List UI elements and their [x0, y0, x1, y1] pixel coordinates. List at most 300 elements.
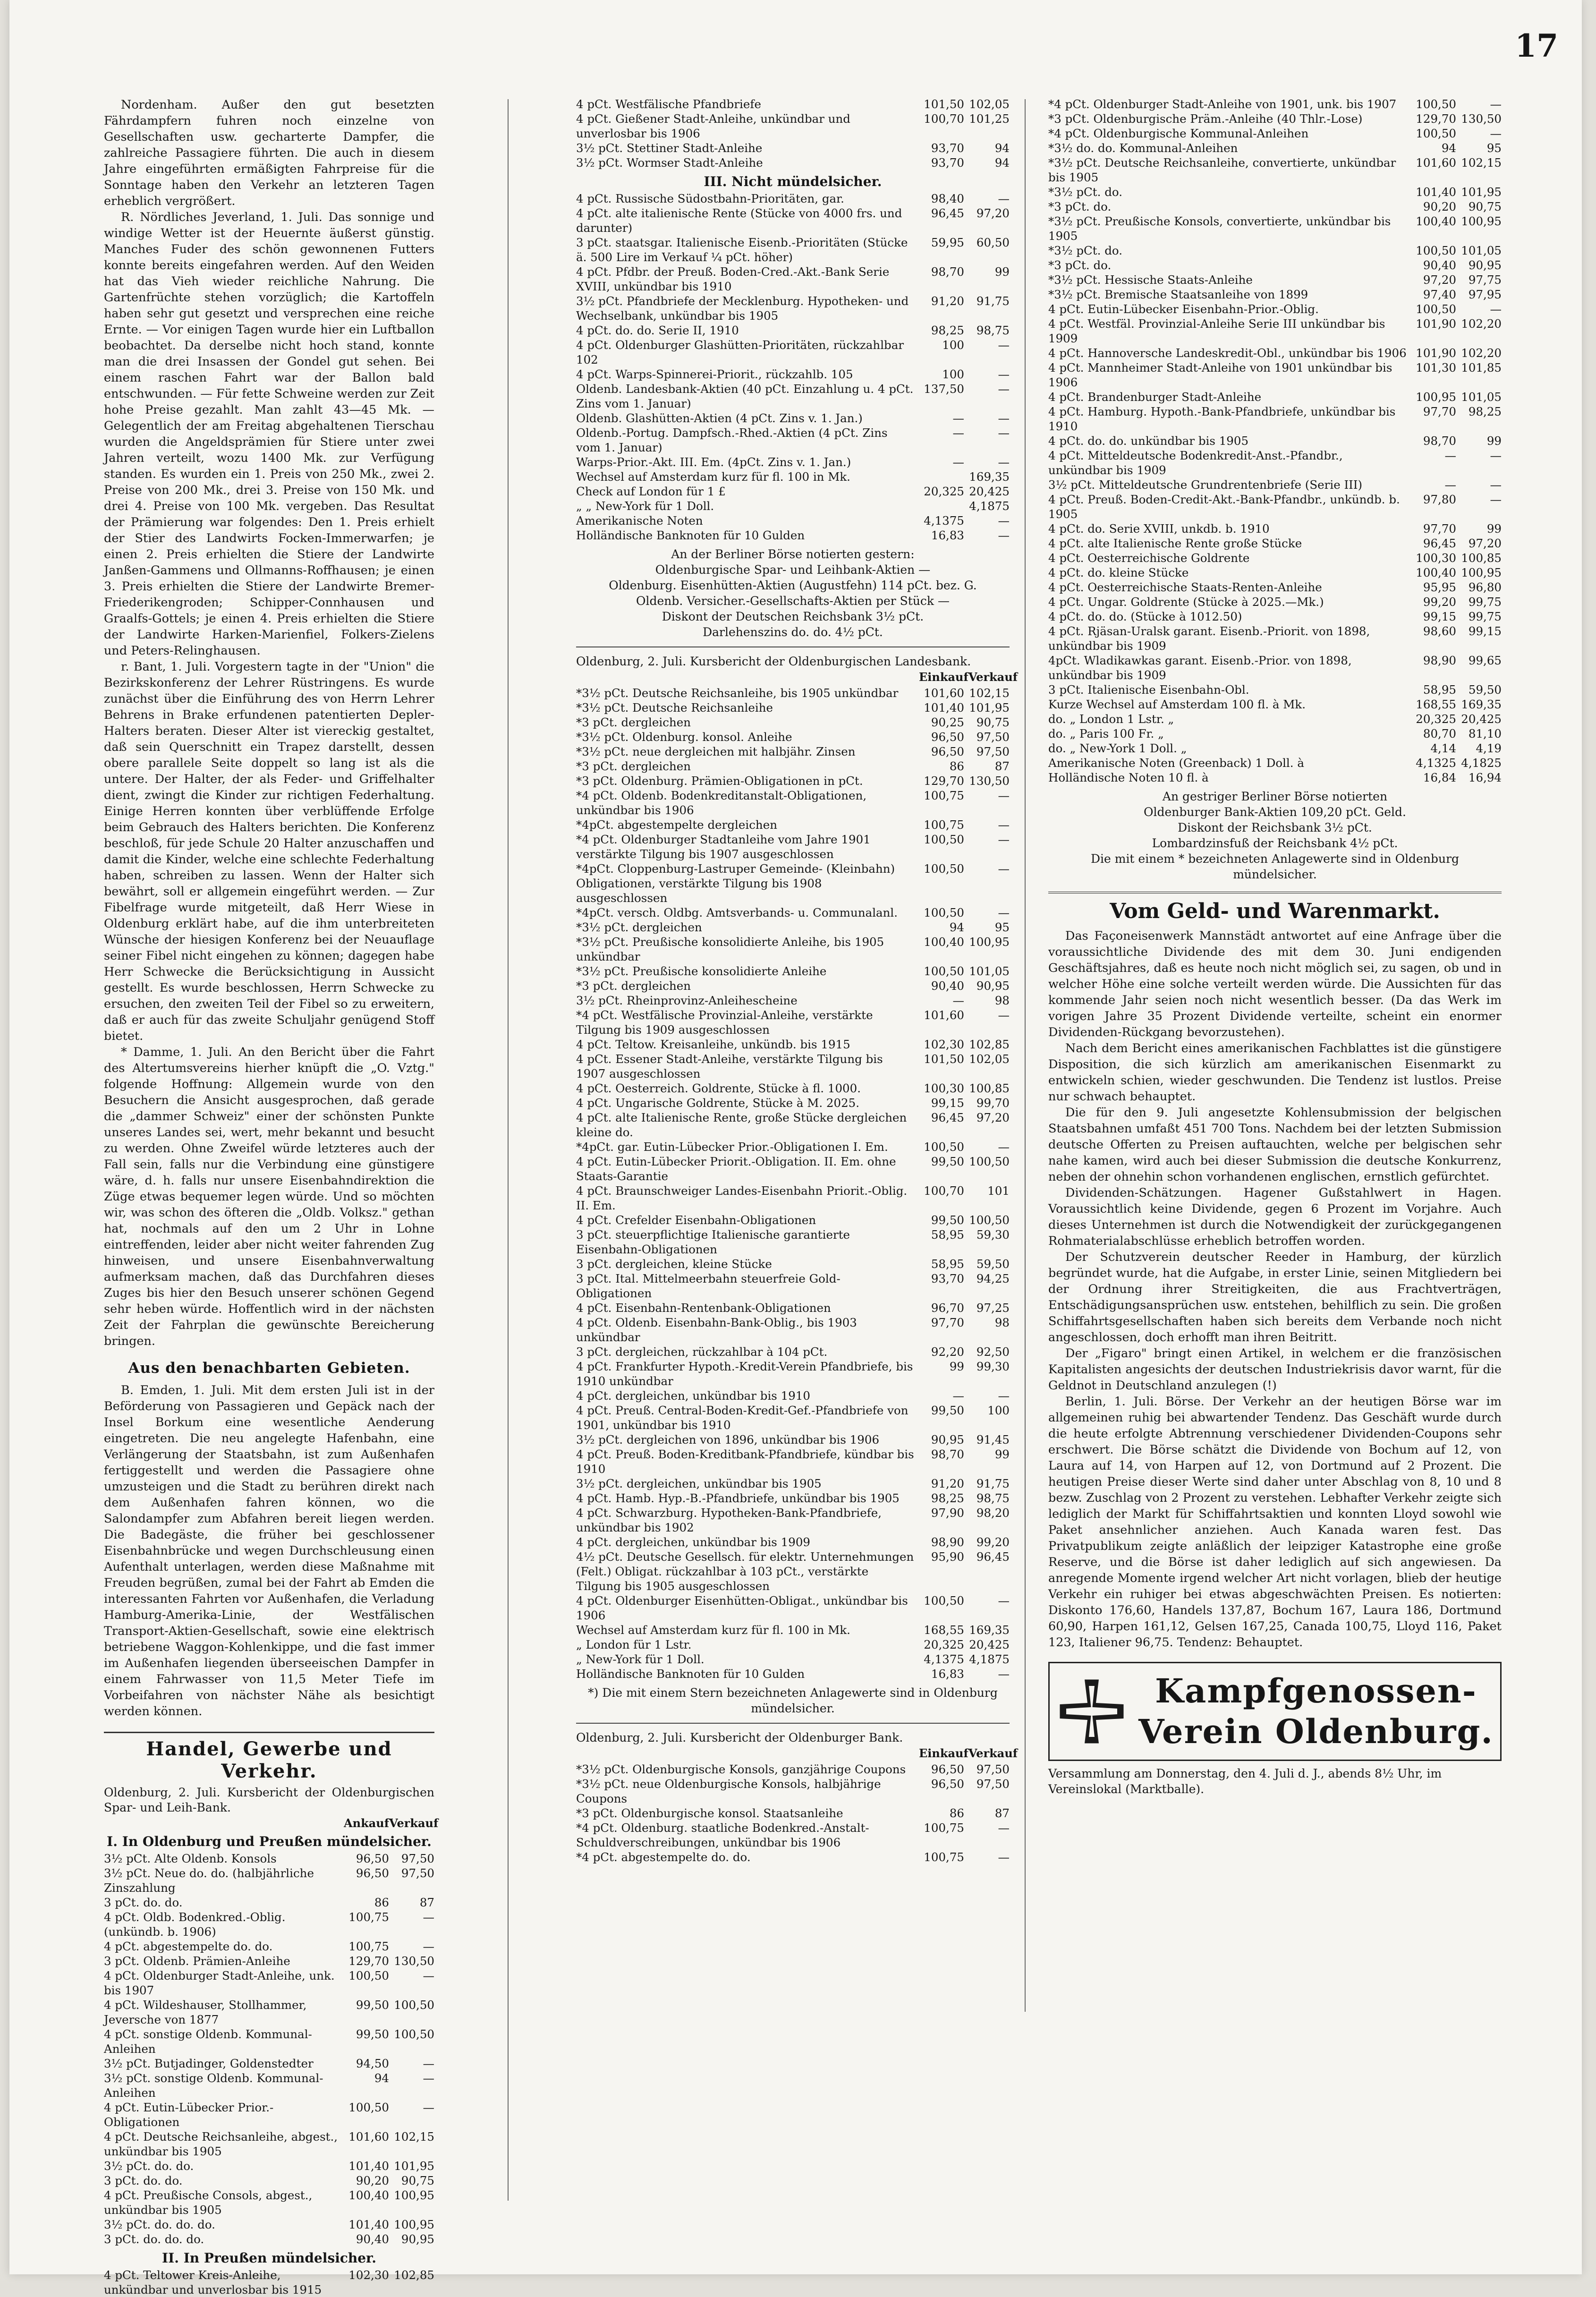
- buy-price: —: [952, 426, 964, 440]
- security-name: *3 pCt. Oldenburgische konsol. Staatsanleihe: [576, 1806, 843, 1820]
- sell-price: 97,50: [976, 730, 1010, 744]
- market-paragraph: Die für den 9. Juli angesetzte Kohlensubmission der belgischen Staatsbahnen umfaßt 451 700 Tons. Nachdem bei der letzten Submission deutsche Offerten zu Preisen auftauchten, welche per belgischen sehr nahe kamen, wird auch bei dieser Submission die deutsche Konkurrenz, neben der ohnehin schon vorhandenen englischen, ernstlich gefürchtet.: [1048, 1106, 1502, 1184]
- security-name: Holländische Banknoten für 10 Gulden: [576, 528, 805, 542]
- quote-row: [576, 832, 1010, 861]
- buy-price: [919, 469, 964, 484]
- sell-price: 98,25: [1468, 405, 1502, 418]
- security-name: *3 pCt. do.: [1048, 200, 1112, 213]
- note-line: An der Berliner Börse notierten gestern:: [671, 547, 915, 561]
- sell-price: 4,1875: [969, 1652, 1010, 1666]
- buy-price: 96,45: [1423, 536, 1456, 550]
- buy-price: 99,50: [356, 2027, 389, 2041]
- sell-price: 97,95: [1468, 288, 1502, 301]
- quote-row: [576, 788, 1010, 817]
- security-name: 4 pCt. Eutin-Lübecker Prior.-Obligationen: [104, 2101, 274, 2129]
- sell-price: 4,1825: [1461, 756, 1502, 770]
- security-name: *4 pCt. Oldenb. Bodenkreditanstalt-Obligationen, unkündbar bis 1906: [576, 789, 867, 817]
- buy-price: 101,50: [924, 97, 964, 111]
- quote-row: [576, 141, 1010, 155]
- buy-price: 95,90: [931, 1550, 964, 1564]
- buy-price: 100,70: [924, 1184, 964, 1198]
- security-name: *3½ do. do. Kommunal-Anleihen: [1048, 141, 1238, 155]
- security-name: 4 pCt. Hannoversche Landeskredit-Obl., unkündbar bis 1906: [1048, 346, 1407, 360]
- section-heading-neighbor: Aus den benachbarten Gebieten.: [128, 1360, 410, 1377]
- security-name: 3½ pCt. dergleichen, unkündbar bis 1905: [576, 1477, 822, 1490]
- quote-row: [104, 1910, 434, 1939]
- quote-row: [576, 1667, 1010, 1681]
- security-name: „ „ New-York für 1 Doll.: [576, 499, 714, 513]
- quote-row: [104, 1968, 434, 1998]
- security-name: „ London für 1 Lstr.: [576, 1638, 692, 1651]
- quote-row: [576, 1806, 1010, 1821]
- security-name: 4 pCt. Russische Südostbahn-Prioritäten, gar.: [576, 192, 844, 205]
- quote-row: [104, 1866, 434, 1895]
- buy-price: 100,50: [1416, 97, 1456, 111]
- security-name: 3½ pCt. Stettiner Stadt-Anleihe: [576, 141, 763, 155]
- quote-row: [576, 111, 1010, 141]
- security-name: *3½ pCt. Oldenburg. konsol. Anleihe: [576, 730, 792, 744]
- security-name: 4 pCt. Ungarische Goldrente, Stücke à M. 2025.: [576, 1096, 860, 1110]
- buy-price: 100,50: [348, 2101, 389, 2114]
- note-line: Darlehenszins do. do. 4½ pCt.: [703, 625, 883, 639]
- buy-price: 90,25: [931, 715, 964, 729]
- sell-price: —: [998, 1821, 1010, 1835]
- sell-price: 100: [987, 1404, 1010, 1417]
- quote-row: [1048, 682, 1502, 697]
- quote-row: [1048, 199, 1502, 214]
- quote-row: [576, 817, 1010, 832]
- sell-price: 99: [994, 265, 1010, 279]
- divider: [576, 1723, 1010, 1724]
- quote-row: [1048, 111, 1502, 126]
- quote-row: [104, 2217, 434, 2232]
- sell-price: 97,50: [976, 745, 1010, 758]
- security-name: 3½ pCt. sonstige Oldenb. Kommunal-Anleihen: [104, 2071, 323, 2100]
- quote-row: [1048, 346, 1502, 360]
- security-name: 3 pCt. dergleichen, kleine Stücke: [576, 1257, 772, 1271]
- quote-row: [576, 905, 1010, 920]
- market-paragraph: Der „Figaro" bringt einen Artikel, in welchem er die französischen Kapitalisten angesichts der deutschen Industriekrisis davor warnt, für die Geldnot in Deutschland anzulegen (!): [1048, 1346, 1502, 1393]
- quote-row: [576, 97, 1010, 111]
- buy-price: 90,95: [931, 1433, 964, 1446]
- buy-price: 97,70: [1423, 522, 1456, 536]
- buy-price: —: [952, 1389, 964, 1403]
- quote-row: [1048, 126, 1502, 141]
- sell-price: —: [423, 1910, 434, 1924]
- security-name: 3 pCt. do. do. do.: [104, 2232, 204, 2246]
- security-name: 3 pCt. Oldenb. Prämien-Anleihe: [104, 1954, 290, 1968]
- quote-row: [1048, 624, 1502, 653]
- sell-price: 4,1875: [969, 499, 1010, 513]
- landesbank-intro: Oldenburg, 2. Juli. Kursbericht der Oldenburgischen Landesbank.: [576, 655, 971, 668]
- note-line: Oldenburg. Eisenhütten-Aktien (Augustfehn) 114 pCt. bez. G.: [609, 579, 977, 592]
- buy-price: 90,40: [1423, 258, 1456, 272]
- buy-price: 80,70: [1423, 727, 1456, 740]
- buy-price: 90,20: [356, 2174, 389, 2187]
- sell-price: 101,95: [394, 2159, 434, 2173]
- security-name: 4 pCt. Eisenbahn-Rentenbank-Obligationen: [576, 1301, 831, 1315]
- security-name: 3½ pCt. dergleichen von 1896, unkündbar bis 1906: [576, 1433, 880, 1446]
- quote-row: [1048, 302, 1502, 316]
- security-name: Holländische Banknoten für 10 Gulden: [576, 1667, 805, 1681]
- sell-price: 97,50: [401, 1866, 434, 1880]
- quote-row: [104, 2071, 434, 2100]
- column-three: [1048, 97, 1502, 2061]
- news-paragraph: Nordenham. Außer den gut besetzten Fährdampfern fuhren noch einzelne von Gesellschaften usw. gecharterte Dampfer, die zahlreiche Passagiere führten. Die auch in diesem Jahre eingeführten ermäßigten Fahrpreise für die Sonntage haben den Verkehr an letzteren Tagen erheblich vergrößert.: [104, 98, 434, 208]
- sell-price: 92,50: [976, 1345, 1010, 1359]
- security-name: *4 pCt. abgestempelte do. do.: [576, 1850, 751, 1864]
- quote-row: [576, 1506, 1010, 1535]
- sell-price: 81,10: [1468, 727, 1502, 740]
- quote-row: [1048, 214, 1502, 243]
- page-number: 17: [1515, 27, 1558, 64]
- security-name: *3 pCt. Oldenburgische Präm.-Anleihe (40 Thlr.-Lose): [1048, 112, 1363, 126]
- security-name: Wechsel auf Amsterdam kurz für fl. 100 in Mk.: [576, 1623, 850, 1637]
- quote-row: [576, 861, 1010, 905]
- sell-price: 97,20: [1468, 536, 1502, 550]
- column-divider: [508, 99, 509, 2201]
- buy-price: 99,50: [931, 1404, 964, 1417]
- security-name: *3 pCt. do.: [1048, 258, 1112, 272]
- sell-price: —: [1490, 449, 1502, 462]
- quote-row: [576, 1227, 1010, 1257]
- quote-row: [576, 700, 1010, 715]
- sell-price: 16,94: [1468, 771, 1502, 784]
- buy-price: 16,83: [931, 528, 964, 542]
- sell-price: —: [998, 1667, 1010, 1681]
- security-name: 3 pCt. steuerpflichtige Italienische garantierte Eisenbahn-Obligationen: [576, 1228, 850, 1256]
- security-name: 3½ pCt. Alte Oldenb. Konsols: [104, 1852, 277, 1865]
- sell-price: —: [1490, 493, 1502, 506]
- buy-price: 100,75: [924, 1821, 964, 1835]
- security-name: 4 pCt. Preuß. Boden-Kreditbank-Pfandbriefe, kündbar bis 1910: [576, 1447, 914, 1476]
- security-name: *4 pCt. Oldenburg. staatliche Bodenkred.-Anstalt-Schuldverschreibungen, unkündbar bis 1906: [576, 1821, 869, 1849]
- quote-row: [1048, 770, 1502, 785]
- sell-price: 90,75: [1468, 200, 1502, 213]
- sell-price: 98,20: [976, 1506, 1010, 1520]
- buy-price: 98,90: [1423, 654, 1456, 667]
- quote-row: [1048, 316, 1502, 346]
- buy-price: 101,50: [924, 1052, 964, 1066]
- buy-price: 100,75: [348, 1910, 389, 1924]
- security-name: 4 pCt. alte Italienische Rente große Stücke: [1048, 536, 1302, 550]
- security-name: *3 pCt. dergleichen: [576, 715, 691, 729]
- market-heading: Vom Geld- und Warenmarkt.: [1048, 892, 1502, 923]
- security-name: *3½ pCt. Deutsche Reichsanleihe, convertierte, unkündbar bis 1905: [1048, 156, 1396, 184]
- buy-price: 101,90: [1416, 317, 1456, 331]
- security-name: 4 pCt. dergleichen, unkündbar bis 1910: [576, 1389, 810, 1403]
- bank-intro: Oldenburg, 2. Juli. Kursbericht der Oldenburger Bank.: [576, 1731, 903, 1744]
- quote-row: [576, 425, 1010, 455]
- sell-price: 97,50: [976, 1777, 1010, 1791]
- security-name: 3½ pCt. Butjadinger, Goldenstedter: [104, 2057, 314, 2070]
- quote-table: [576, 191, 1010, 543]
- sell-price: 90,95: [401, 2232, 434, 2246]
- local-news: [104, 97, 434, 1349]
- sell-price: 101,25: [969, 112, 1010, 126]
- quote-row: [1048, 272, 1502, 287]
- quote-row: [576, 411, 1010, 425]
- quote-row: [576, 920, 1010, 935]
- buy-price: 101,40: [1416, 185, 1456, 199]
- buy-price: 97,70: [931, 1316, 964, 1329]
- security-name: *4pCt. abgestempelte dergleichen: [576, 818, 777, 832]
- quote-row: [104, 1939, 434, 1954]
- quote-row: [576, 935, 1010, 964]
- quote-row: [576, 759, 1010, 774]
- security-name: Oldenb. Glashütten-Aktien (4 pCt. Zins v. 1. Jan.): [576, 411, 863, 425]
- security-name: Warps-Prior.-Akt. III. Em. (4pCt. Zins v. 1. Jan.): [576, 455, 851, 469]
- sell-price: 4,19: [1476, 741, 1502, 755]
- buy-price: 96,50: [931, 1762, 964, 1776]
- buy-price: 129,70: [1416, 112, 1456, 126]
- security-name: *3 pCt. dergleichen: [576, 759, 691, 773]
- quote-row: [104, 1954, 434, 1968]
- buy-price: 92,20: [931, 1345, 964, 1359]
- buy-price: 100,75: [924, 1850, 964, 1864]
- buy-price: 96,45: [931, 1111, 964, 1124]
- security-name: 4 pCt. Oesterreichische Goldrente: [1048, 551, 1250, 565]
- quote-row: [576, 1549, 1010, 1593]
- sell-price: 99: [1486, 522, 1502, 536]
- note-line: Die mit einem * bezeichneten Anlagewerte sind in Oldenburg mündelsicher.: [1090, 852, 1460, 881]
- footnote: *) Die mit einem Stern bezeichneten Anlagewerte sind in Oldenburg mündelsicher.: [588, 1686, 998, 1715]
- security-name: *3½ pCt. Preußische Konsols, convertierte, unkündbar bis 1905: [1048, 214, 1391, 243]
- emden-article: [104, 1382, 434, 1719]
- buy-price: 100,50: [1416, 302, 1456, 316]
- quote-row: [104, 1895, 434, 1910]
- security-name: *3½ pCt. Preußische konsolidierte Anleihe: [576, 964, 827, 978]
- buy-price: 20,325: [924, 485, 964, 498]
- quote-row: [576, 1344, 1010, 1359]
- sell-price: 169,35: [1461, 698, 1502, 711]
- security-name: 4 pCt. Pfdbr. der Preuß. Boden-Cred.-Akt.-Bank Serie XVIII, unkündbar bis 1910: [576, 265, 890, 293]
- quote-row: [576, 1213, 1010, 1227]
- trade-intro: Oldenburg, 2. Juli. Kursbericht der Oldenburgischen Spar- und Leih-Bank.: [104, 1786, 434, 1814]
- security-name: 4pCt. Wladikawkas garant. Eisenb.-Prior. von 1898, unkündbar bis 1909: [1048, 654, 1352, 682]
- security-name: 3 pCt. staatsgar. Italienische Eisenb.-Prioritäten (Stücke ä. 500 Lire im Verkauf ¼ pCt. höher): [576, 236, 908, 264]
- buy-price: 100,75: [924, 789, 964, 802]
- news-paragraph: * Damme, 1. Juli. An den Bericht über die Fahrt des Altertumsvereins hierher knüpft die „O. Vztg." folgende Hoffnung: Allgemein wurde von den Besuchern die Ansicht ausgesprochen, daß gerade die „dammer Schweiz" einer der schönsten Punkte unseres Landes sei, wert, mehr bekannt und besucht zu werden. Ohne Zweifel würde letzteres auch der Fall sein, falls nur die Verbindung eine günstigere wäre, d. h. falls nur unsere Eisenbahndirektion die Züge etwas bequemer legen würde. Und so möchten wir, was schon des öfteren die „Oldb. Volksz." gethan hat, nochmals auf den um 2 Uhr in Lohne eintreffenden, leider aber nicht weiter fahrenden Zug hinweisen, und unsere Eisenbahnverwaltung aufmerksam machen, daß das Durchfahren dieses Zuges bis hier den Besuch unserer schönen Gegend sehr heben würde. Hoffentlich wird in der nächsten Zeit der Fahrplan die gewünschte Bereicherung bringen.: [104, 1045, 434, 1348]
- buy-price: 98,25: [931, 323, 964, 337]
- sell-price: 20,425: [1461, 712, 1502, 726]
- sell-price: 87: [994, 1806, 1010, 1820]
- security-name: *3 pCt. Oldenburg. Prämien-Obligationen in pCt.: [576, 774, 863, 788]
- sell-price: —: [998, 426, 1010, 440]
- sell-price: 97,50: [401, 1852, 434, 1865]
- security-name: 4 pCt. do. do. (Stücke à 1012.50): [1048, 610, 1242, 623]
- security-name: 4 pCt. Braunschweiger Landes-Eisenbahn Priorit.-Oblig. II. Em.: [576, 1184, 908, 1212]
- sell-price: —: [998, 1008, 1010, 1022]
- security-name: 4 pCt. Deutsche Reichsanleihe, abgest., unkündbar bis 1905: [104, 2130, 338, 2158]
- quote-row: [576, 469, 1010, 484]
- sell-price: —: [998, 1594, 1010, 1608]
- quote-row: [576, 1762, 1010, 1777]
- buy-price: 96,70: [931, 1301, 964, 1315]
- sell-price: —: [998, 367, 1010, 381]
- buy-price: —: [952, 411, 964, 425]
- quote-row: [1048, 609, 1502, 624]
- buy-price: 100,50: [924, 964, 964, 978]
- advertisement: [1048, 1662, 1502, 1761]
- sell-price: 95: [994, 920, 1010, 934]
- sell-price: —: [998, 789, 1010, 802]
- security-name: 3 pCt. do. do.: [104, 1896, 183, 1909]
- buy-price: 100,75: [348, 1940, 389, 1953]
- security-name: *3½ pCt. do.: [1048, 185, 1123, 199]
- buy-price: 101,60: [1416, 156, 1456, 170]
- quote-row: [576, 338, 1010, 367]
- quote-row: [576, 1777, 1010, 1806]
- buy-price: 100,40: [1416, 214, 1456, 228]
- sell-price: —: [1490, 478, 1502, 492]
- security-name: *4 pCt. Oldenburger Stadtanleihe vom Jahre 1901 verstärkte Tilgung bis 1907 ausgeschlossen: [576, 833, 871, 861]
- sell-price: 90,75: [976, 715, 1010, 729]
- sell-price: 97,50: [976, 1762, 1010, 1776]
- sell-price: 130,50: [1461, 112, 1502, 126]
- quote-row: [1048, 287, 1502, 302]
- quote-row: [1048, 155, 1502, 185]
- note-line: Diskont der Reichsbank 3½ pCt.: [1178, 821, 1372, 834]
- buy-label: Einkauf: [919, 1746, 968, 1760]
- buy-price: 98,70: [931, 265, 964, 279]
- quote-row: [576, 774, 1010, 788]
- security-name: 4 pCt. Gießener Stadt-Anleihe, unkündbar und unverlosbar bis 1906: [576, 112, 850, 140]
- quote-row: [576, 1037, 1010, 1052]
- buy-price: 20,325: [1416, 712, 1456, 726]
- buy-price: 100,50: [924, 833, 964, 846]
- security-name: Oldenb.-Portug. Dampfsch.-Rhed.-Aktien (4 pCt. Zins vom 1. Januar): [576, 426, 888, 454]
- buy-price: 86: [949, 759, 964, 773]
- buy-price: 4,1325: [1416, 756, 1456, 770]
- quote-row: [1048, 565, 1502, 580]
- security-name: 4 pCt. Brandenburger Stadt-Anleihe: [1048, 390, 1262, 404]
- sell-price: —: [998, 1140, 1010, 1154]
- security-name: do. „ New-York 1 Doll. „: [1048, 741, 1187, 755]
- quote-row: [576, 1623, 1010, 1637]
- quote-row: [576, 484, 1010, 499]
- security-name: 4 pCt. Oldenburger Glashütten-Prioritäten, rückzahlbar 102: [576, 338, 904, 366]
- quote-row: [1048, 404, 1502, 434]
- buy-price: 16,83: [931, 1667, 964, 1681]
- security-name: 4 pCt. Preuß. Central-Boden-Kredit-Gef.-Pfandbriefe von 1901, unkündbar bis 1910: [576, 1404, 908, 1432]
- sell-price: 102,05: [969, 97, 1010, 111]
- security-name: 4 pCt. Crefelder Eisenbahn-Obligationen: [576, 1213, 816, 1227]
- sell-price: 102,15: [1461, 156, 1502, 170]
- sell-price: 100,95: [1461, 214, 1502, 228]
- sell-price: 91,75: [976, 294, 1010, 308]
- buy-label: Einkauf: [919, 670, 968, 684]
- quote-row: [104, 2173, 434, 2188]
- security-name: 4 pCt. alte Italienische Rente, große Stücke dergleichen kleine do.: [576, 1111, 907, 1139]
- quote-row: [576, 1821, 1010, 1850]
- note-line: Oldenburgische Spar- und Leihbank-Aktien —: [655, 563, 931, 577]
- security-name: 4 pCt. Westfäl. Provinzial-Anleihe Serie III unkündbar bis 1909: [1048, 317, 1385, 345]
- buy-price: 90,20: [1423, 200, 1456, 213]
- sell-price: 101,05: [1461, 244, 1502, 257]
- security-name: 4 pCt. Eutin-Lübecker Priorit.-Obligation. II. Em. ohne Staats-Garantie: [576, 1155, 896, 1183]
- quote-row: [576, 1183, 1010, 1213]
- security-name: *3½ pCt. Preußische konsolidierte Anleihe, bis 1905 unkündbar: [576, 935, 884, 963]
- sell-price: 102,05: [969, 1052, 1010, 1066]
- security-name: 4 pCt. Preuß. Boden-Credit-Akt.-Bank-Pfandbr., unkündb. b. 1905: [1048, 493, 1400, 521]
- buy-price: 101,40: [348, 2159, 389, 2173]
- quote-row: [1048, 477, 1502, 492]
- quote-row: [576, 499, 1010, 513]
- buy-price: 99,20: [1423, 595, 1456, 609]
- sell-price: 91,45: [976, 1433, 1010, 1446]
- security-name: 4 pCt. Westfälische Pfandbriefe: [576, 97, 761, 111]
- sell-price: 130,50: [394, 1954, 434, 1968]
- buy-price: 100: [942, 367, 964, 381]
- sell-price: 100,50: [394, 1998, 434, 2012]
- buy-price: 100,40: [348, 2188, 389, 2202]
- security-name: 3½ pCt. Rheinprovinz-Anleihescheine: [576, 994, 798, 1007]
- iron-cross-icon: [1056, 1676, 1127, 1747]
- buy-price: 91,20: [931, 1477, 964, 1490]
- buy-price: 100,50: [924, 862, 964, 876]
- buy-price: 96,45: [931, 206, 964, 220]
- security-name: *4pCt. gar. Eutin-Lübecker Prior.-Obligationen I. Em.: [576, 1140, 888, 1154]
- sell-price: 99,15: [1468, 624, 1502, 638]
- quote-row: [104, 2100, 434, 2129]
- section-heading-trade: Handel, Gewerbe und Verkehr.: [104, 1732, 434, 1782]
- sell-price: —: [1490, 97, 1502, 111]
- security-name: *4 pCt. Oldenburger Stadt-Anleihe von 1901, unk. bis 1907: [1048, 97, 1397, 111]
- buy-price: 100,50: [1416, 127, 1456, 140]
- quote-row: [576, 1850, 1010, 1864]
- quote-row: [576, 1110, 1010, 1140]
- quote-row: [104, 2159, 434, 2173]
- security-name: 4 pCt. Oldenburger Stadt-Anleihe, unk. bis 1907: [104, 1969, 335, 1997]
- sell-price: 100,85: [1461, 551, 1502, 565]
- sell-price: 98: [994, 1316, 1010, 1329]
- security-name: 4 pCt. Warps-Spinnerei-Priorit., rückzahlb. 105: [576, 367, 853, 381]
- security-name: Holländische Noten 10 fl. à: [1048, 771, 1209, 784]
- sell-price: 60,50: [976, 236, 1010, 249]
- buy-price: 94,50: [356, 2057, 389, 2070]
- quote-row: [1048, 360, 1502, 390]
- security-name: 3½ pCt. Wormser Stadt-Anleihe: [576, 156, 763, 170]
- sell-price: 98,75: [976, 323, 1010, 337]
- security-name: *3½ pCt. dergleichen: [576, 920, 702, 934]
- security-name: 3½ pCt. Mitteldeutsche Grundrentenbriefe (Serie III): [1048, 478, 1363, 492]
- security-name: 4½ pCt. Deutsche Gesellsch. für elektr. Unternehmungen (Felt.) Obligat. rückzahlbar à 103 pCt., verstärkte Tilgung bis 1905 ausgeschlossen: [576, 1550, 914, 1593]
- buy-price: 96,50: [356, 1866, 389, 1880]
- quote-row: [576, 1652, 1010, 1667]
- sell-price: 97,20: [976, 1111, 1010, 1124]
- sell-price: 99,75: [1468, 610, 1502, 623]
- quote-row: [576, 1052, 1010, 1081]
- buy-price: 96,50: [356, 1852, 389, 1865]
- buy-price: 99,50: [356, 1998, 389, 2012]
- quote-row: [576, 191, 1010, 206]
- security-name: 4 pCt. Ungar. Goldrente (Stücke à 2025.—Mk.): [1048, 595, 1324, 609]
- security-name: 4 pCt. dergleichen, unkündbar bis 1909: [576, 1535, 810, 1549]
- quote-row: [576, 1315, 1010, 1344]
- buy-price: 100,30: [1416, 551, 1456, 565]
- quote-row: [576, 993, 1010, 1008]
- buy-price: —: [1444, 478, 1456, 492]
- quote-row: [576, 744, 1010, 759]
- security-name: 4 pCt. Oldenb. Eisenbahn-Bank-Oblig., bis 1903 unkündbar: [576, 1316, 857, 1344]
- buy-price: 101,90: [1416, 346, 1456, 360]
- buy-price: 16,84: [1423, 771, 1456, 784]
- buy-price: 99,15: [1423, 610, 1456, 623]
- buy-price: 100,50: [924, 906, 964, 919]
- column-divider: [1025, 99, 1026, 2012]
- quote-row: [104, 1998, 434, 2027]
